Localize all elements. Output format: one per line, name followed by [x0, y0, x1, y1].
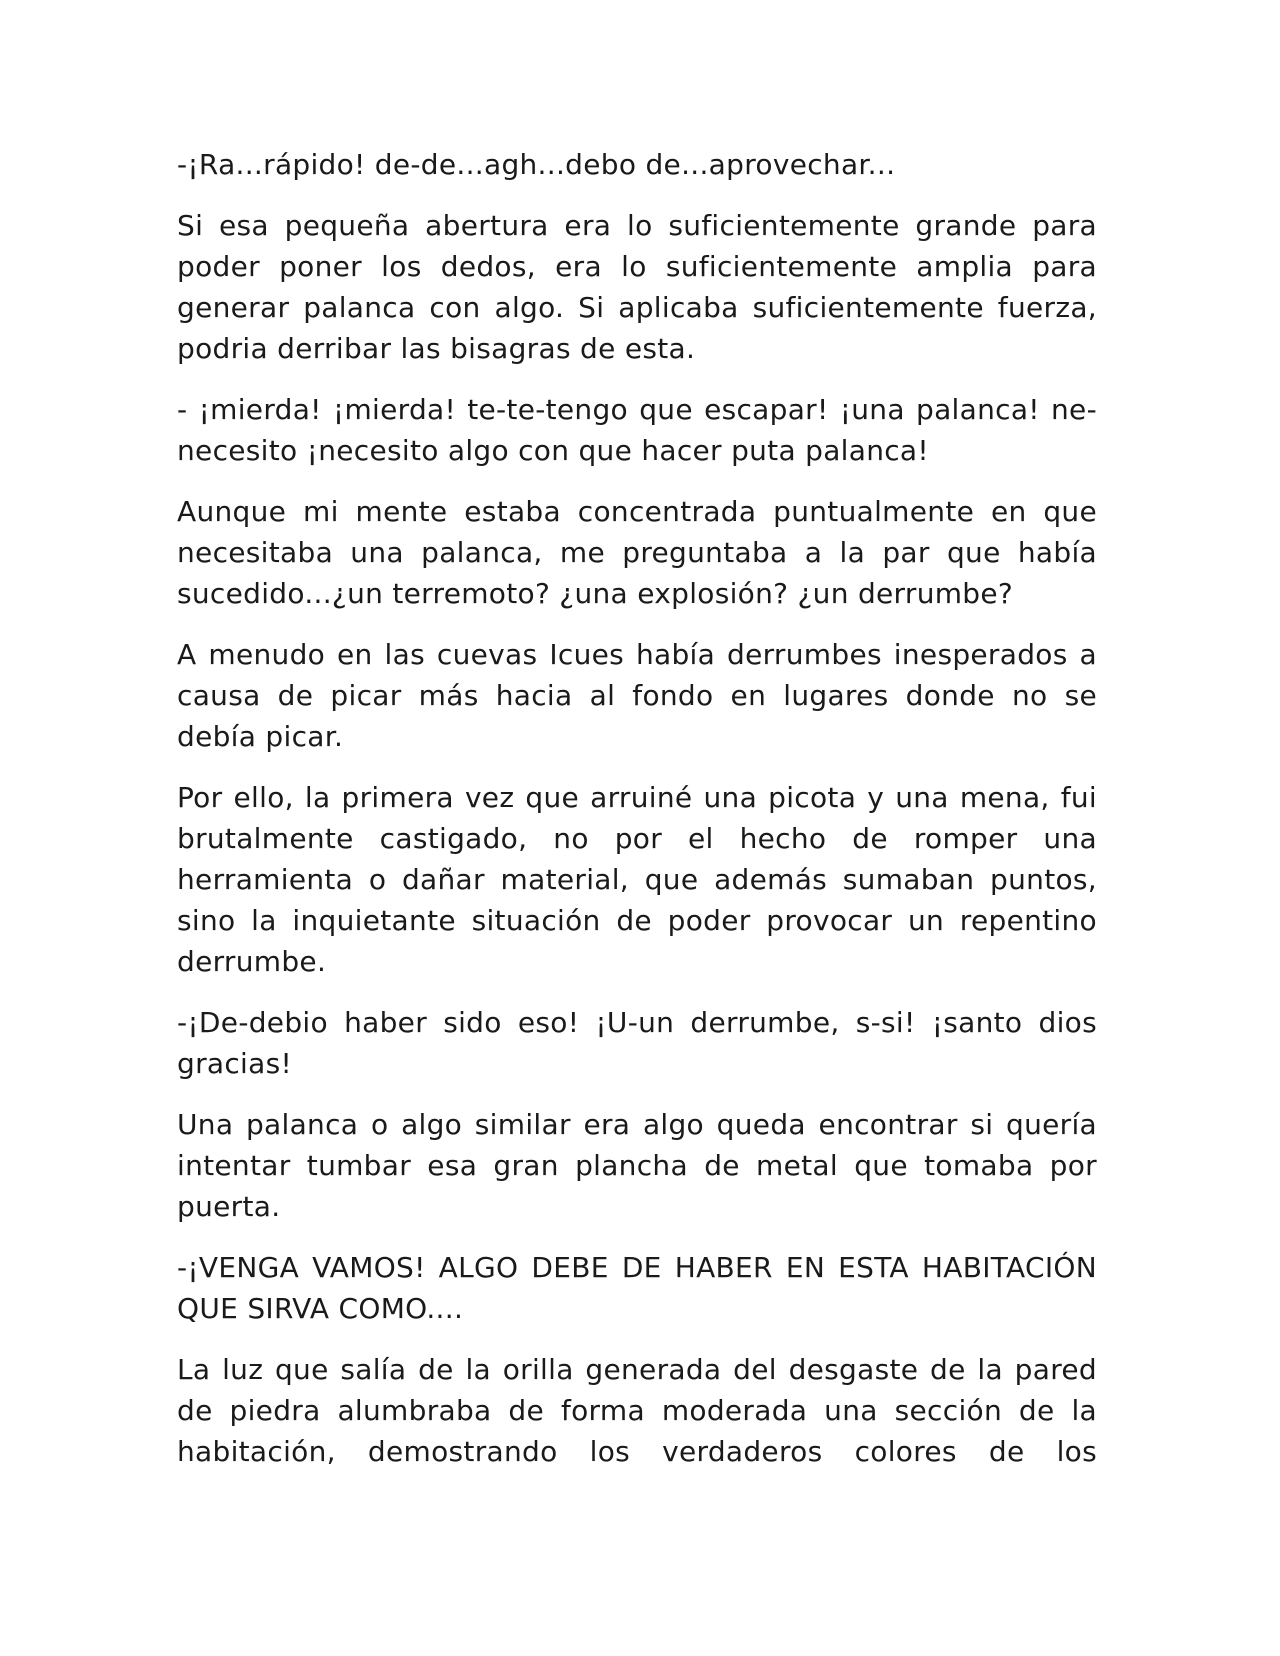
paragraph: Si esa pequeña abertura era lo suficientemente grande para poder poner los dedos, era lo suficientemente amplia para generar palanca con algo. Si aplicaba suficientemente fuerza, podria derribar las bisagras de esta. — [177, 209, 1097, 365]
paragraph: -¡Ra...rápido! de-de...agh...debo de...aprovechar... — [177, 148, 896, 181]
paragraph: -¡VENGA VAMOS! ALGO DEBE DE HABER EN ESTA HABITACIÓN QUE SIRVA COMO.... — [177, 1251, 1097, 1325]
paragraph: - ¡mierda! ¡mierda! te-te-tengo que escapar! ¡una palanca! ne-necesito ¡necesito algo con que hacer puta palanca! — [177, 393, 1097, 467]
document-body — [177, 144, 1097, 1492]
paragraph: A menudo en las cuevas Icues había derrumbes inesperados a causa de picar más hacia al fondo en lugares donde no se debía picar. — [177, 638, 1097, 753]
paragraph: -¡De-debio haber sido eso! ¡U-un derrumbe, s-si! ¡santo dios gracias! — [177, 1006, 1097, 1080]
paragraph: Por ello, la primera vez que arruiné una picota y una mena, fui brutalmente castigado, no por el hecho de romper una herramienta o dañar material, que además sumaban puntos, sino la inquietante situación de poder provocar un repentino derrumbe. — [177, 781, 1097, 978]
paragraph: Una palanca o algo similar era algo queda encontrar si quería intentar tumbar esa gran plancha de metal que tomaba por puerta. — [177, 1108, 1097, 1223]
paragraph: La luz que salía de la orilla generada del desgaste de la pared de piedra alumbraba de forma moderada una sección de la habitación, demostrando los verdaderos colores de los — [177, 1353, 1097, 1468]
paragraph: Aunque mi mente estaba concentrada puntualmente en que necesitaba una palanca, me preguntaba a la par que había sucedido...¿un terremoto? ¿una explosión? ¿un derrumbe? — [177, 495, 1097, 610]
